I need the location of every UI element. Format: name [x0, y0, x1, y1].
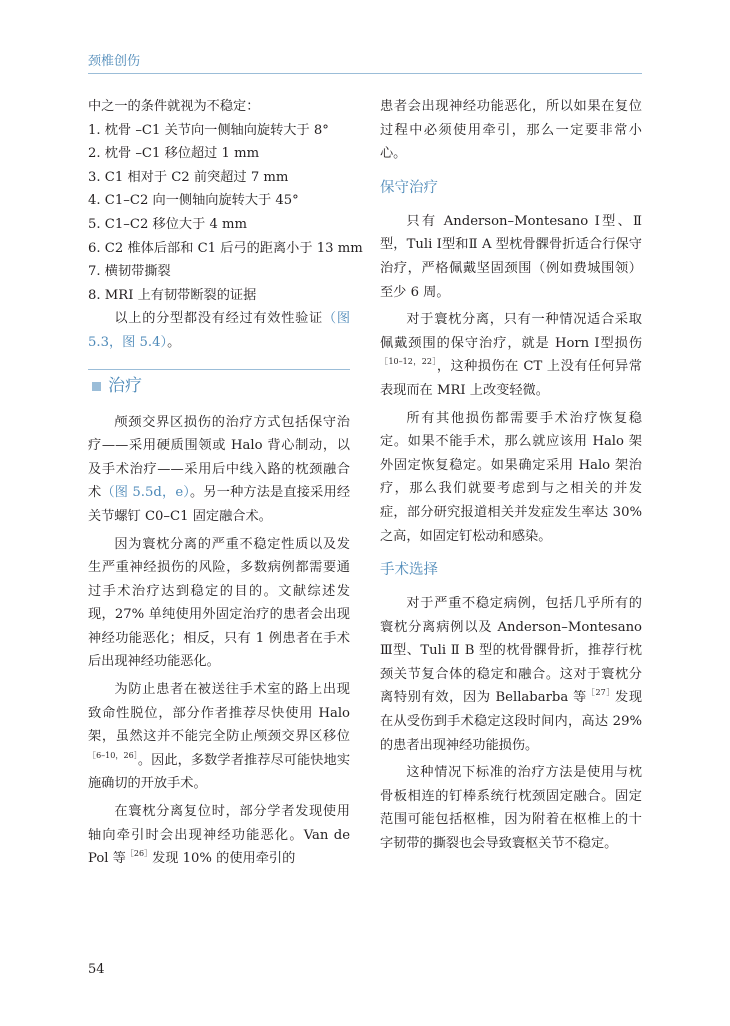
citation[interactable]: ［10–12，22］: [380, 357, 437, 367]
validation-text: 以上的分型都没有经过有效性验证: [114, 311, 323, 327]
surgical-paragraph-2: 这种情况下标准的治疗方法是使用与枕骨板相连的钉棒系统行枕颈固定融合。固定范围可能包括枢椎，因为附着在枢椎上的十字韧带的撕裂也会导致寰枢关节不稳定。: [380, 765, 642, 852]
paragraph-text: ，这种损伤在 CT 上没有任何异常表现而在 MRI 上改变轻微。: [380, 359, 642, 398]
subheading-surgical: 手术选择: [380, 562, 438, 579]
page-number: 54: [88, 962, 105, 977]
conservative-paragraph-3: 所有其他损伤都需要手术治疗恢复稳定。如果不能手术，那么就应该用 Halo 架外固定恢复稳定。如果确定采用 Halo 架治疗，那么我们就要考虑到与之相关的并发症，部分研究报道相关并发症发生率达 30% 之高，如固定钉松动和感染。: [380, 410, 642, 544]
running-head-title: 颈椎创伤: [88, 54, 141, 69]
conservative-paragraph-2: [380, 308, 642, 402]
treatment-paragraph-3: [88, 678, 350, 796]
paragraph-text: 发现 10% 的使用牵引的: [152, 851, 296, 867]
paragraph-text: 对于寰枕分离，只有一种情况适合采取佩戴颈围的保守治疗，就是 Horn Ⅰ型损伤: [380, 312, 642, 351]
section-title: 治疗: [108, 375, 142, 396]
paragraph-text: 。另一种方法是直接采用经关节螺钉 C0–C1 固定融合术。: [88, 485, 351, 524]
header-rule: [88, 73, 642, 74]
criteria-list: [88, 119, 363, 308]
paragraph-text: 为防止患者在被送往手术室的路上出现致命性脱位，部分作者推荐尽快使用 Halo 架，虽然这并不能完全防止颅颈交界区移位: [88, 682, 350, 745]
figure-reference[interactable]: （图 5.3，图 5.4）: [88, 311, 351, 350]
treatment-paragraph-2: 因为寰枕分离的严重不稳定性质以及发生严重神经损伤的风险，多数病例都需要通过手术治疗达到稳定的目的。文献综述发现，27% 单纯使用外固定治疗的患者会出现神经功能恶化；相反，只有 1 例患者在手术后出现神经功能恶化。: [88, 536, 350, 670]
conservative-paragraph-1: 只有 Anderson–Montesano Ⅰ型、Ⅱ型，Tuli Ⅰ型和Ⅱ A 型枕骨髁骨折适合行保守治疗，严格佩戴坚固颈围（例如费城围领）至少 6 周。: [380, 213, 642, 300]
criteria-item: 3. C1 相对于 C2 前突超过 7 mm: [88, 169, 289, 185]
criteria-item: 4. C1–C2 向一侧轴向旋转大于 45°: [88, 193, 299, 209]
paragraph-text: 在寰枕分离复位时，部分学者发现使用轴向牵引时会出现神经功能恶化。Van de Pol 等: [88, 804, 350, 867]
criteria-item: 5. C1–C2 移位大于 4 mm: [88, 216, 248, 232]
paragraph-text: 对于严重不稳定病例，包括几乎所有的寰枕分离病例以及 Anderson–Montesano Ⅲ型、Tuli Ⅱ B 型的枕骨髁骨折，推荐行枕颈关节复合体的稳定和融合。这对于寰枕分离特别有效，因为 Bellabarba 等: [380, 596, 642, 706]
validation-end: 。: [167, 334, 181, 350]
surgical-paragraph-1: [380, 592, 642, 757]
continued-paragraph: 患者会出现神经功能恶化，所以如果在复位过程中必须使用牵引，那么一定要非常小心。: [380, 99, 642, 162]
criteria-item: 6. C2 椎体后部和 C1 后弓的距离小于 13 mm: [88, 240, 363, 256]
criteria-item: 7. 横韧带撕裂: [88, 264, 171, 280]
right-column: [380, 95, 642, 856]
subheading-conservative: 保守治疗: [380, 179, 438, 196]
criteria-item: 1. 枕骨 –C1 关节向一侧轴向旋转大于 8°: [88, 122, 329, 138]
treatment-paragraph-1: [88, 411, 350, 529]
criteria-intro: 中之一的条件就视为不稳定：: [88, 99, 260, 114]
section-rule: [88, 369, 350, 370]
paragraph-text: 。因此，多数学者推荐尽可能快地实施确切的开放手术。: [88, 752, 351, 792]
paragraph-text: 发现在从受伤到手术稳定这段时间内，高达 29% 的患者出现神经功能损伤。: [380, 690, 643, 753]
section-square-icon: [92, 382, 101, 391]
paragraph-text: 颅颈交界区损伤的治疗方式包括保守治疗——采用硬质围领或 Halo 背心制动，以及手术治疗——采用后中线入路的枕颈融合术: [88, 414, 350, 501]
citation[interactable]: ［6–10，26］: [88, 750, 138, 760]
criteria-item: 2. 枕骨 –C1 移位超过 1 mm: [88, 146, 260, 162]
validation-paragraph: [88, 307, 350, 354]
citation[interactable]: ［27］: [586, 688, 615, 698]
section-heading-treatment: [88, 369, 350, 401]
criteria-item: 8. MRI 上有韧带断裂的证据: [88, 287, 257, 303]
left-column: [88, 95, 363, 871]
treatment-paragraph-4: [88, 800, 350, 871]
citation[interactable]: ［26］: [125, 849, 153, 859]
figure-reference[interactable]: （图 5.5d，e）: [101, 485, 191, 501]
